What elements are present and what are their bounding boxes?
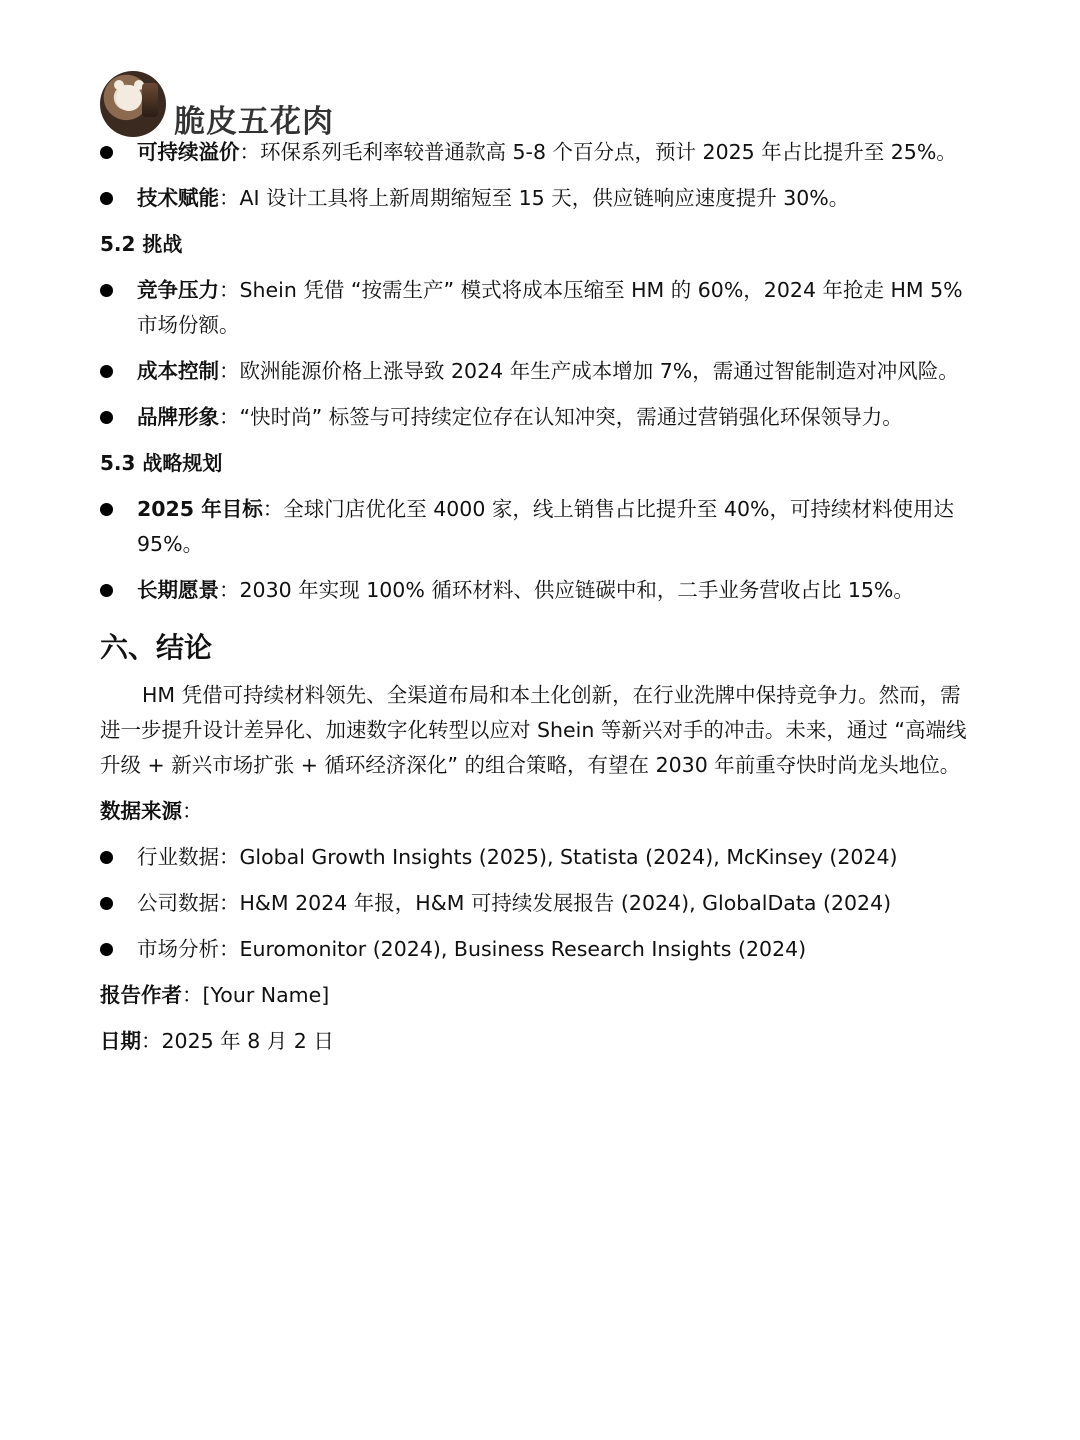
bear-icon — [116, 85, 142, 111]
list-item — [100, 273, 980, 343]
source-text: 市场分析：Euromonitor (2024), Business Research Insights (2024) — [137, 937, 807, 961]
chapter-heading: 六、结论 — [100, 631, 213, 664]
report-author-label: 报告作者 — [100, 983, 182, 1007]
bullet-icon — [100, 897, 113, 910]
list-item — [100, 573, 980, 608]
cup-icon — [142, 83, 158, 117]
bullet-icon — [100, 943, 113, 956]
item-term: 可持续溢价 — [137, 140, 240, 164]
item-text: ：2030 年实现 100% 循环材料、供应链碳中和，二手业务营收占比 15%。 — [219, 578, 914, 602]
item-text: ：环保系列毛利率较普通款高 5-8 个百分点，预计 2025 年占比提升至 25%。 — [239, 140, 957, 164]
list-item — [100, 400, 980, 435]
section-heading: 5.2 挑战 — [100, 232, 183, 256]
item-term: 2025 年目标 — [137, 497, 263, 521]
list-item — [100, 886, 980, 921]
bullet-icon — [100, 584, 113, 597]
item-term: 品牌形象 — [137, 405, 219, 429]
bullet-icon — [100, 192, 113, 205]
item-text: ：AI 设计工具将上新周期缩短至 15 天，供应链响应速度提升 30%。 — [219, 186, 850, 210]
bullet-icon — [100, 851, 113, 864]
document-body — [100, 135, 980, 1070]
report-date — [100, 1024, 980, 1059]
list-item — [100, 932, 980, 967]
report-date-value: ：2025 年 8 月 2 日 — [141, 1029, 334, 1053]
item-text: ：全球门店优化至 4000 家，线上销售占比提升至 40%，可持续材料使用达 95%。 — [137, 497, 954, 556]
list-item — [100, 354, 980, 389]
report-author-value: ：[Your Name] — [182, 983, 330, 1007]
section-heading: 5.3 战略规划 — [100, 451, 223, 475]
source-text: 行业数据：Global Growth Insights (2025), Statista (2024), McKinsey (2024) — [137, 845, 898, 869]
list-item — [100, 492, 980, 562]
list-item — [100, 840, 980, 875]
item-term: 成本控制 — [137, 359, 219, 383]
bullet-icon — [100, 411, 113, 424]
item-text: ：“快时尚” 标签与可持续定位存在认知冲突，需通过营销强化环保领导力。 — [219, 405, 903, 429]
item-term: 技术赋能 — [137, 186, 219, 210]
report-author — [100, 978, 980, 1013]
report-date-label: 日期 — [100, 1029, 141, 1053]
conclusion-paragraph: HM 凭借可持续材料领先、全渠道布局和本土化创新，在行业洗牌中保持竞争力。然而，需进一步提升设计差异化、加速数字化转型以应对 Shein 等新兴对手的冲击。未来，通过 “高端线升级 + 新兴市场扩张 + 循环经济深化” 的组合策略，有望在 2030 年前重夺快时尚龙头地位。 — [100, 683, 967, 777]
bullet-icon — [100, 146, 113, 159]
item-text: ：欧洲能源价格上涨导致 2024 年生产成本增加 7%，需通过智能制造对冲风险。 — [219, 359, 959, 383]
item-term: 竞争压力 — [137, 278, 219, 302]
author-name[interactable]: 脆皮五花肉 — [174, 104, 334, 140]
item-term: 长期愿景 — [137, 578, 219, 602]
item-text: ：Shein 凭借 “按需生产” 模式将成本压缩至 HM 的 60%，2024 年抢走 HM 5% 市场份额。 — [137, 278, 963, 337]
bullet-icon — [100, 365, 113, 378]
avatar[interactable] — [100, 71, 166, 137]
sources-label-line — [100, 794, 980, 829]
sources-label: 数据来源 — [100, 799, 182, 823]
bullet-icon — [100, 503, 113, 516]
author-header — [100, 66, 334, 141]
list-item — [100, 135, 980, 170]
source-text: 公司数据：H&M 2024 年报，H&M 可持续发展报告 (2024), GlobalData (2024) — [137, 891, 892, 915]
bullet-icon — [100, 284, 113, 297]
list-item — [100, 181, 980, 216]
sources-colon: ： — [182, 799, 203, 823]
